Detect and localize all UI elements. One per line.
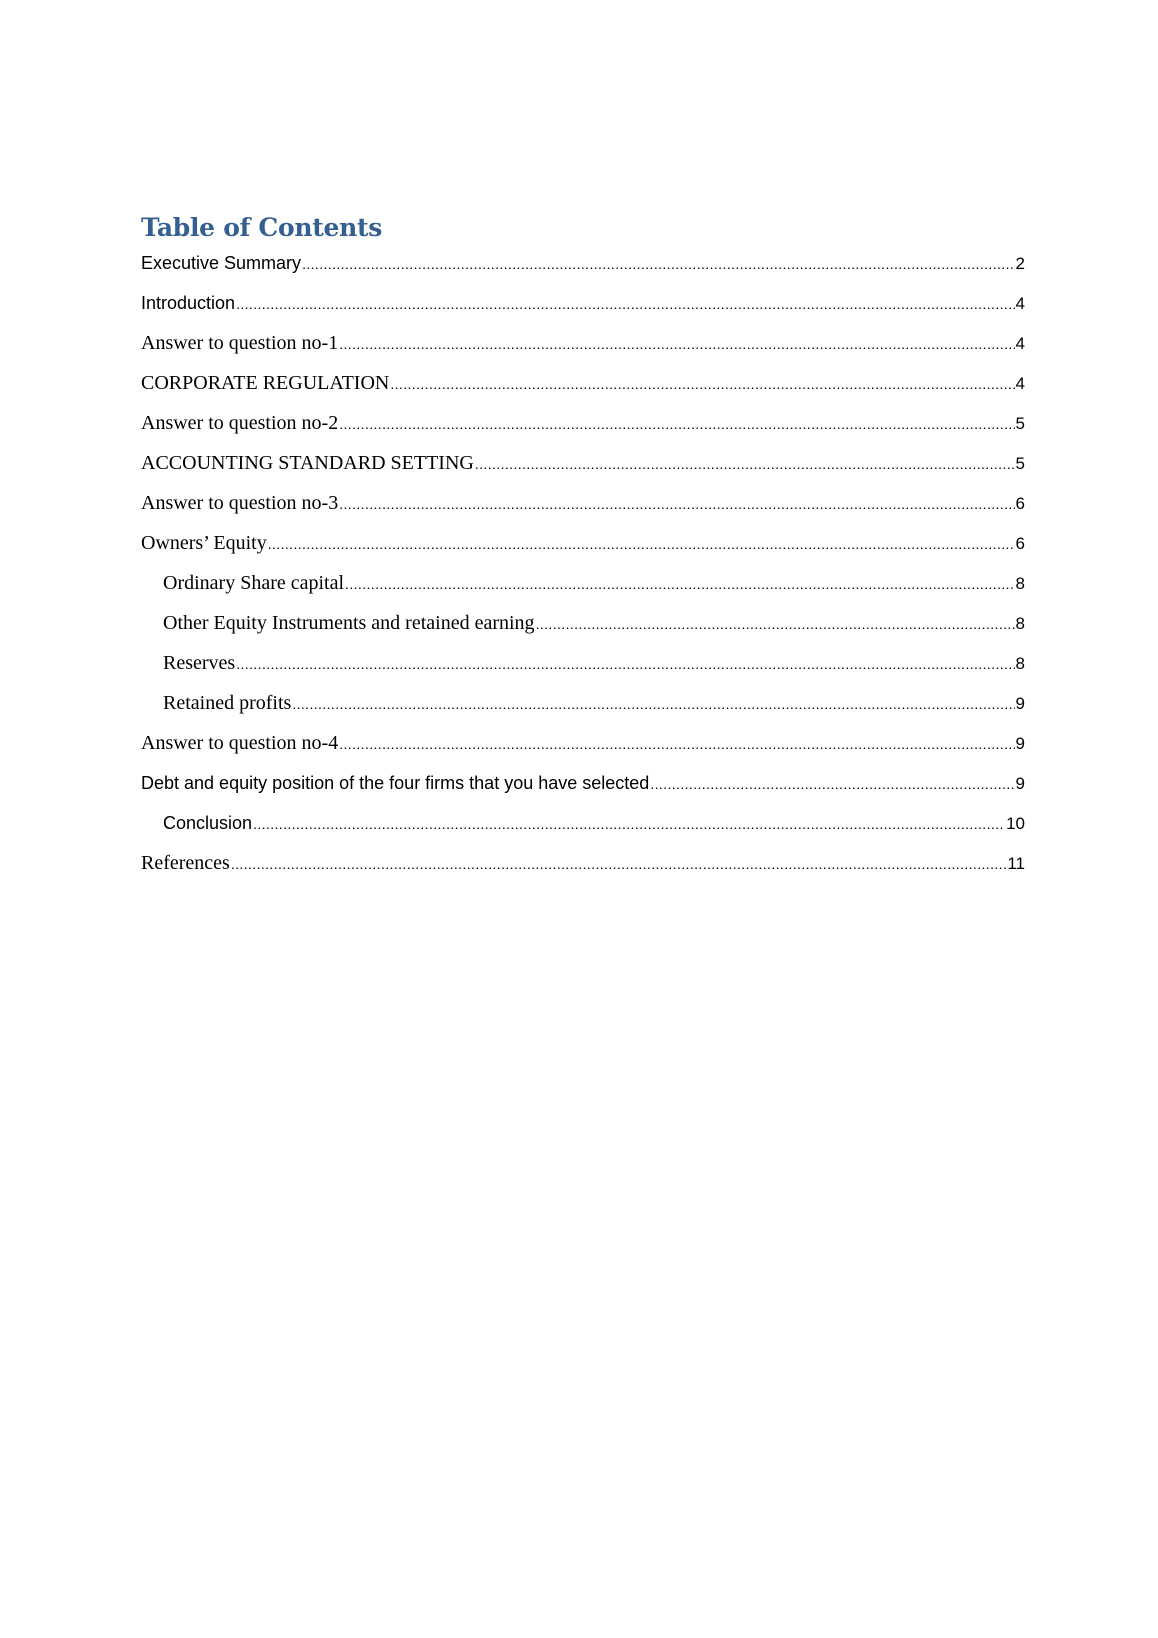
toc-entry-answer-q1[interactable] [141, 332, 1025, 372]
dot-leader [536, 613, 1015, 635]
toc-entry-debt-equity-position[interactable] [141, 772, 1025, 812]
toc-entry-corporate-regulation[interactable] [141, 372, 1025, 412]
toc-entry-label: CORPORATE REGULATION [141, 372, 390, 394]
toc-entry-references[interactable] [141, 852, 1025, 892]
toc-entry-label: Retained profits [163, 692, 292, 714]
dot-leader [253, 813, 1005, 835]
toc-entry-label: Other Equity Instruments and retained earning [163, 612, 535, 634]
toc-entry-label: Owners’ Equity [141, 532, 267, 554]
toc-entry-page: 8 [1015, 654, 1025, 673]
toc-entry-label: Reserves [163, 652, 236, 674]
toc-entry-label: References [141, 852, 230, 874]
toc-entry-page: 2 [1015, 254, 1025, 273]
toc-entry-reserves[interactable] [141, 652, 1025, 692]
toc-entry-label: ACCOUNTING STANDARD SETTING [141, 452, 474, 474]
dot-leader [390, 373, 1014, 395]
toc-entry-ordinary-share-capital[interactable] [141, 572, 1025, 612]
toc-entry-label: Conclusion [163, 813, 253, 833]
dot-leader [292, 693, 1014, 715]
toc-entry-label: Answer to question no-2 [141, 412, 339, 434]
toc-entry-label: Introduction [141, 293, 236, 313]
toc-entry-conclusion[interactable] [141, 812, 1025, 852]
toc-entry-page: 8 [1015, 614, 1025, 633]
toc-entry-label: Debt and equity position of the four firms that you have selected [141, 773, 650, 793]
toc-entry-owners-equity[interactable] [141, 532, 1025, 572]
toc-entry-introduction[interactable] [141, 292, 1025, 332]
toc-entry-accounting-standard-setting[interactable] [141, 452, 1025, 492]
toc-entry-page: 5 [1015, 414, 1025, 433]
dot-leader [302, 253, 1014, 275]
toc-title: Table of Contents [141, 213, 383, 242]
toc-entry-other-equity-instruments[interactable] [141, 612, 1025, 652]
toc-entry-answer-q4[interactable] [141, 732, 1025, 772]
toc-entry-label: Answer to question no-3 [141, 492, 339, 514]
dot-leader [475, 453, 1015, 475]
toc-entry-page: 4 [1015, 334, 1025, 353]
toc-entry-executive-summary[interactable] [141, 252, 1025, 292]
toc-entry-retained-profits[interactable] [141, 692, 1025, 732]
dot-leader [236, 653, 1014, 675]
dot-leader [231, 853, 1007, 875]
dot-leader [345, 573, 1014, 595]
toc-entry-answer-q2[interactable] [141, 412, 1025, 452]
toc-entry-page: 11 [1007, 854, 1025, 873]
toc-entry-page: 9 [1015, 774, 1025, 793]
toc-entry-page: 10 [1006, 814, 1025, 833]
dot-leader [236, 293, 1014, 315]
toc-entry-page: 9 [1015, 694, 1025, 713]
toc-entry-page: 4 [1015, 294, 1025, 313]
toc-entry-answer-q3[interactable] [141, 492, 1025, 532]
toc-entry-page: 9 [1015, 734, 1025, 753]
dot-leader [650, 773, 1014, 795]
toc-entry-label: Executive Summary [141, 253, 302, 273]
dot-leader [268, 533, 1015, 555]
table-of-contents [141, 212, 1025, 892]
dot-leader [339, 413, 1014, 435]
toc-entry-page: 5 [1015, 454, 1025, 473]
toc-entry-page: 6 [1015, 494, 1025, 513]
dot-leader [339, 493, 1014, 515]
toc-entry-label: Ordinary Share capital [163, 572, 345, 594]
toc-entry-page: 8 [1015, 574, 1025, 593]
dot-leader [339, 733, 1014, 755]
toc-entry-label: Answer to question no-1 [141, 332, 339, 354]
toc-entry-page: 6 [1015, 534, 1025, 553]
toc-entry-label: Answer to question no-4 [141, 732, 339, 754]
toc-entry-page: 4 [1015, 374, 1025, 393]
dot-leader [339, 333, 1014, 355]
